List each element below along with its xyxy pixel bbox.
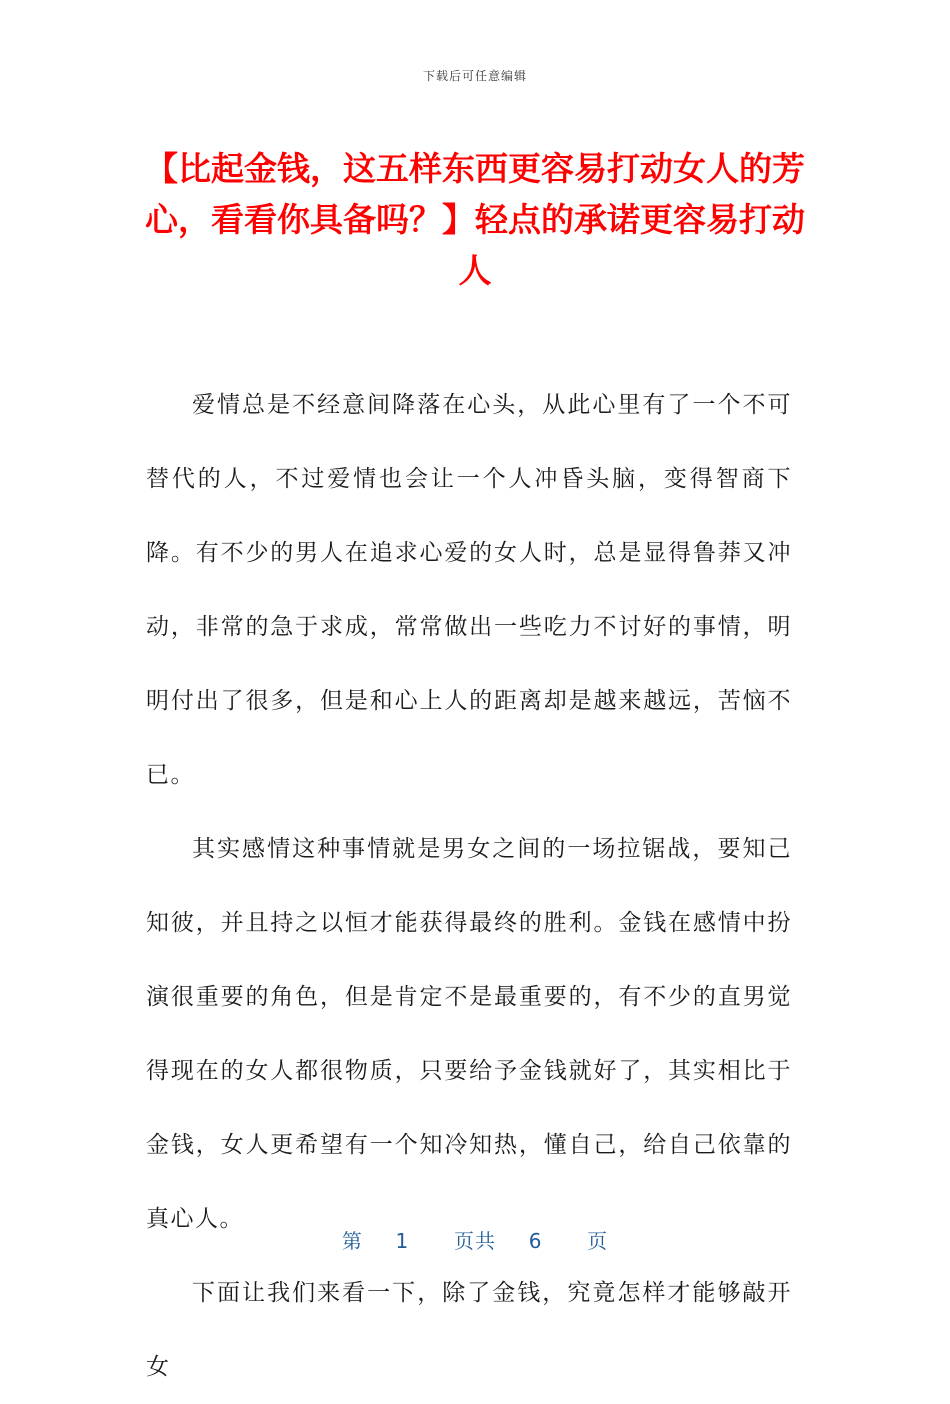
- paragraph-1: 爱情总是不经意间降落在心头，从此心里有了一个不可替代的人，不过爱情也会让一个人冲昏头脑，变得智商下降。有不少的男人在追求心爱的女人时，总是显得鲁莽又冲动，非常的急于求成，常常做出一些吃力不讨好的事情，明明付出了很多，但是和心上人的距离却是越来越远，苦恼不已。: [146, 392, 792, 788]
- page-prefix: 第: [341, 1229, 363, 1253]
- page-suffix: 页: [587, 1229, 609, 1253]
- paragraph-3: 下面让我们来看一下，除了金钱，究竟怎样才能够敲开女: [146, 1280, 792, 1380]
- total-pages-number: 6: [528, 1229, 543, 1253]
- page-footer: [0, 1225, 950, 1254]
- paragraph-2: 其实感情这种事情就是男女之间的一场拉锯战，要知己知彼，并且持之以恒才能获得最终的胜利。金钱在感情中扮演很重要的角色，但是肯定不是最重要的，有不少的直男觉得现在的女人都很物质，只要给予金钱就好了，其实相比于金钱，女人更希望有一个知冷知热，懂自己，给自己依靠的真心人。: [146, 836, 792, 1232]
- page-middle: 页共: [454, 1229, 496, 1253]
- header-note: 下载后可任意编辑: [422, 69, 527, 83]
- current-page-number: 1: [395, 1229, 410, 1253]
- document-title: 【比起金钱，这五样东西更容易打动女人的芳心，看看你具备吗？】轻点的承诺更容易打动人: [145, 149, 805, 290]
